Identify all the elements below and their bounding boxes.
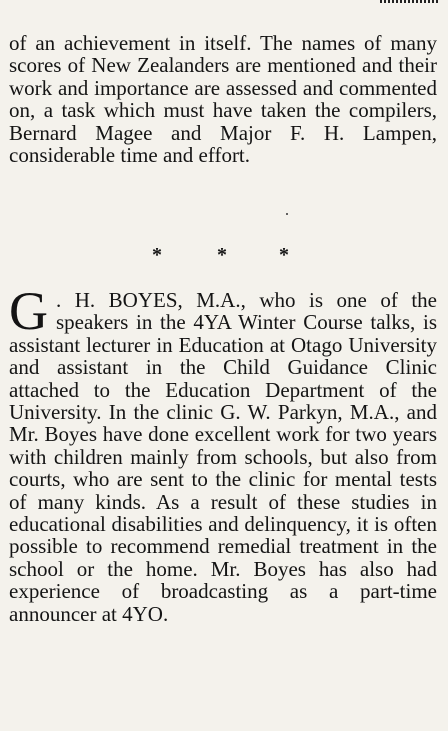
- separator-star: *: [279, 244, 289, 266]
- top-rule-fragment: [380, 0, 438, 3]
- section-separator: [0, 240, 448, 270]
- print-speck: [286, 213, 288, 215]
- separator-star: *: [152, 244, 162, 266]
- drop-cap: G: [9, 281, 48, 341]
- paragraph-2-text: . H. BOYES, M.A., who is one of the speakers in the 4YA Winter Course talks, is assistant lecturer in Education at Otago University and assistant in the Child Guidance Clinic attached to the Education Department of the University. In the clinic G. W. Parkyn, M.A., and Mr. Boyes have done excellent work for two years with children mainly from schools, but also from courts, who are sent to the clinic for mental tests of many kinds. As a result of these studies in educational disabilities and delinquency, it is often possible to recommend remedial treatment in the school or the home. Mr. Boyes has also had experience of broadcasting as a part-time announcer at 4YO.: [9, 288, 437, 626]
- separator-star: *: [217, 244, 227, 266]
- article-paragraph-2: [9, 281, 437, 626]
- article-paragraph-1: of an achievement in itself. The names of many scores of New Zealanders are mentioned and their work and importance are assessed and commented on, a task which must have taken the compilers, Bernard Magee and Major F. H. Lampen, considerable time and effort.: [9, 31, 437, 168]
